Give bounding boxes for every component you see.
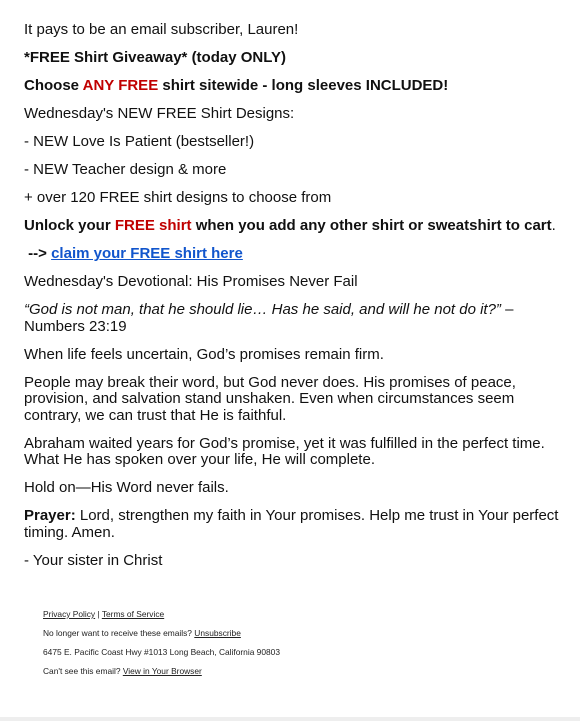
claim-free-shirt-link[interactable]: claim your FREE shirt here — [51, 245, 243, 262]
prayer-text: Lord, strengthen my faith in Your promises. Help me trust in Your perfect timing. Amen. — [24, 507, 559, 541]
terms-of-service-link[interactable]: Terms of Service — [101, 609, 165, 619]
verse-quote: “God is not man, that he should lie… Has he said, and will he not do it?” — [24, 301, 501, 318]
design-item: - NEW Love Is Patient (bestseller!) — [24, 133, 255, 150]
devotional-paragraph: Hold on—His Word never fails. — [24, 479, 229, 496]
claim-arrow: --> — [24, 245, 52, 262]
privacy-policy-link[interactable]: Privacy Policy — [43, 609, 96, 619]
prayer-label: Prayer: — [24, 507, 76, 524]
footer-links — [43, 609, 280, 619]
footer-separator: | — [95, 609, 102, 619]
email-body — [24, 22, 560, 581]
unsubscribe-prompt: No longer want to receive these emails? — [43, 628, 195, 638]
choose-suffix: shirt sitewide - long sleeves INCLUDED! — [158, 77, 449, 94]
design-item: + over 120 FREE shirt designs to choose from — [24, 189, 332, 206]
prayer — [24, 508, 560, 541]
unlock-suffix: when you add any other shirt or sweatshirt to cart — [191, 217, 552, 234]
browser-line — [43, 666, 280, 676]
bottom-divider — [0, 717, 580, 721]
verse-reference: – Numbers 23:19 — [24, 301, 514, 335]
choose-highlight: ANY FREE — [82, 77, 159, 94]
choose-prefix: Choose — [24, 77, 83, 94]
devotional-title: Wednesday's Devotional: His Promises Never Fail — [24, 273, 358, 290]
design-item: - NEW Teacher design & more — [24, 161, 227, 178]
claim-line — [24, 246, 560, 263]
footer-address: 6475 E. Pacific Coast Hwy #1013 Long Beach, California 90803 — [43, 647, 280, 657]
unlock-highlight: FREE shirt — [114, 217, 192, 234]
greeting: It pays to be an email subscriber, Lauren! — [24, 21, 299, 38]
email-footer — [43, 609, 280, 685]
unlock-prefix: Unlock your — [24, 217, 115, 234]
unlock-end: . — [551, 217, 556, 234]
designs-heading: Wednesday's NEW FREE Shirt Designs: — [24, 105, 295, 122]
giveaway-heading: *FREE Shirt Giveaway* (today ONLY) — [24, 49, 287, 66]
signoff: - Your sister in Christ — [24, 551, 163, 569]
view-in-browser-link[interactable]: View in Your Browser — [122, 666, 202, 676]
devotional-paragraph: When life feels uncertain, God’s promises remain firm. — [24, 345, 384, 363]
unsubscribe-line — [43, 628, 280, 638]
browser-prompt: Can't see this email? — [43, 666, 123, 676]
unsubscribe-link[interactable]: Unsubscribe — [194, 628, 241, 638]
unlock-line — [24, 218, 560, 235]
choose-line — [24, 78, 560, 95]
devotional-paragraph: People may break their word, but God never does. His promises of peace, provision, and salvation stand unshaken. Even when circumstances seem contrary, we can trust that He is faithful. — [24, 373, 516, 424]
verse — [24, 302, 560, 335]
devotional-paragraph: Abraham waited years for God’s promise, yet it was fulfilled in the perfect time. What He has spoken over your life, He will complete. — [24, 434, 545, 468]
